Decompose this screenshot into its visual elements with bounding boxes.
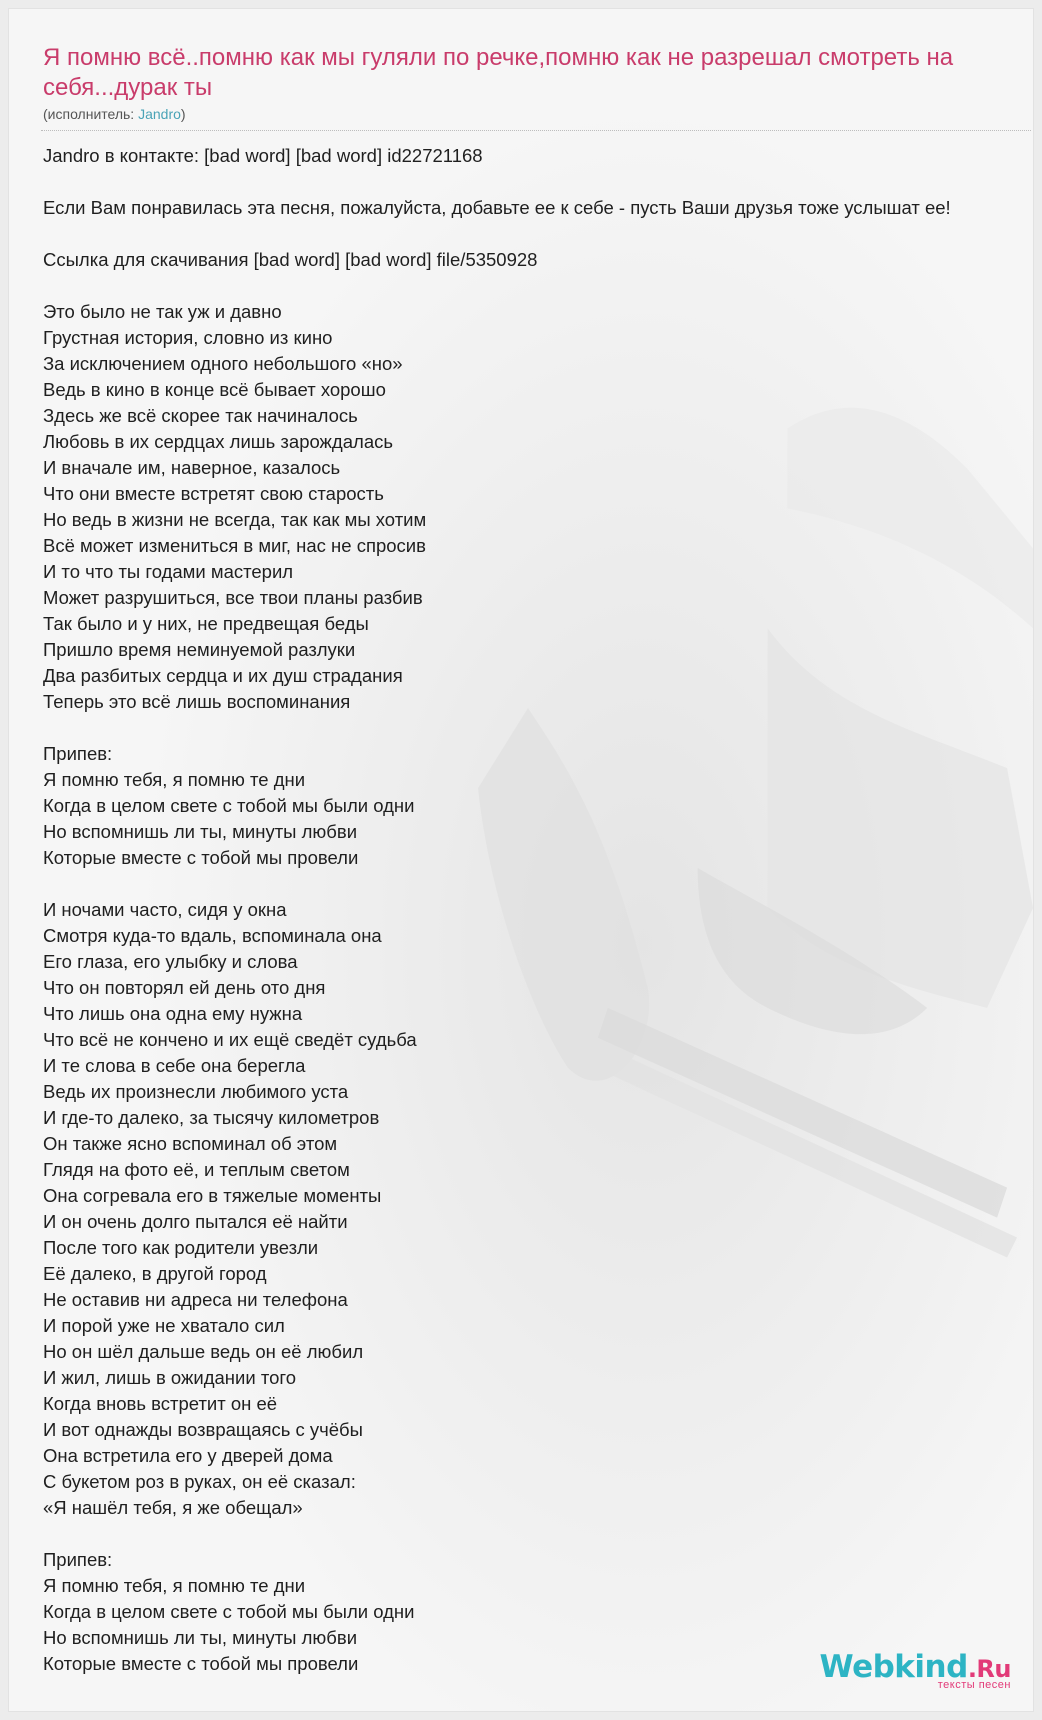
lyric-line: С букетом роз в руках, он её сказал: xyxy=(43,1471,356,1492)
lyric-line: Её далеко, в другой город xyxy=(43,1263,267,1284)
lyric-line: Что лишь она одна ему нужна xyxy=(43,1003,303,1024)
lyric-line: И жил, лишь в ожидании того xyxy=(43,1367,297,1388)
lyric-line: Но он шёл дальше ведь он её любил xyxy=(43,1341,364,1362)
lyric-line: И вот однажды возвращаясь с учёбы xyxy=(43,1419,363,1440)
lyric-line: И он очень долго пытался её найти xyxy=(43,1211,348,1232)
lyric-line: После того как родители увезли xyxy=(43,1237,319,1258)
stanza-break xyxy=(43,169,1033,195)
lyric-line: Если Вам понравилась эта песня, пожалуйста, добавьте ее к себе - пусть Ваши друзья тоже услышат ее! xyxy=(43,197,951,218)
lyric-line: Что он повторял ей день ото дня xyxy=(43,977,326,998)
stanza-break xyxy=(43,715,1033,741)
lyric-line: Припев: xyxy=(43,1549,113,1570)
lyric-line: Это было не так уж и давно xyxy=(43,301,282,322)
lyric-line: Так было и у них, не предвещая беды xyxy=(43,613,369,634)
lyric-line: Что они вместе встретят свою старость xyxy=(43,483,384,504)
stanza-break xyxy=(43,221,1033,247)
lyric-line: Всё может измениться в миг, нас не спросив xyxy=(43,535,426,556)
lyric-line: Два разбитых сердца и их душ страдания xyxy=(43,665,403,686)
lyric-line: И то что ты годами мастерил xyxy=(43,561,294,582)
webkind-logo[interactable] xyxy=(820,1649,1012,1691)
logo-main-text: Webkind xyxy=(819,1649,968,1685)
lyric-line: Смотря куда-то вдаль, вспоминала она xyxy=(43,925,382,946)
lyric-line: Любовь в их сердцах лишь зарождалась xyxy=(43,431,393,452)
performer-prefix: (исполнитель: xyxy=(43,106,139,122)
lyric-line: Ведь их произнесли любимого уста xyxy=(43,1081,349,1102)
lyric-line: Когда в целом свете с тобой мы были одни xyxy=(43,1601,415,1622)
lyric-line: «Я нашёл тебя, я же обещал» xyxy=(43,1497,303,1518)
performer-suffix: ) xyxy=(180,106,186,122)
lyric-line: Но вспомнишь ли ты, минуты любви xyxy=(43,821,358,842)
lyric-line: Которые вместе с тобой мы провели xyxy=(43,1653,359,1674)
lyric-line: Jandro в контакте: [bad word] [bad word] id22721168 xyxy=(43,145,483,166)
lyric-line: Теперь это всё лишь воспоминания xyxy=(43,691,351,712)
lyric-line: Я помню тебя, я помню те дни xyxy=(43,1575,306,1596)
lyric-line: И порой уже не хватало сил xyxy=(43,1315,285,1336)
lyric-line: Здесь же всё скорее так начиналось xyxy=(43,405,358,426)
stanza-break xyxy=(43,871,1033,897)
lyric-line: Но вспомнишь ли ты, минуты любви xyxy=(43,1627,358,1648)
lyric-line: Которые вместе с тобой мы провели xyxy=(43,847,359,868)
lyric-line: Не оставив ни адреса ни телефона xyxy=(43,1289,348,1310)
lyric-line: Он также ясно вспоминал об этом xyxy=(43,1133,338,1154)
lyric-line: Ведь в кино в конце всё бывает хорошо xyxy=(43,379,386,400)
song-title: Я помню всё..помню как мы гуляли по речке,помню как не разрешал смотреть на себя...дурак ты xyxy=(43,44,954,101)
stanza-break xyxy=(43,1521,1033,1547)
lyric-line: Ссылка для скачивания [bad word] [bad word] file/5350928 xyxy=(43,249,538,270)
page-card xyxy=(8,8,1034,1712)
lyric-line: И те слова в себе она берегла xyxy=(43,1055,306,1076)
lyric-line: Когда вновь встретит он её xyxy=(43,1393,278,1414)
song-content xyxy=(9,9,1033,1677)
lyric-line: И ночами часто, сидя у окна xyxy=(43,899,287,920)
lyric-line: За исключением одного небольшого «но» xyxy=(43,353,403,374)
lyric-line: Припев: xyxy=(43,743,113,764)
performer-link[interactable]: Jandro xyxy=(138,106,181,122)
lyric-line: Она согревала его в тяжелые моменты xyxy=(43,1185,382,1206)
lyric-line: И где-то далеко, за тысячу километров xyxy=(43,1107,380,1128)
logo-tld: .Ru xyxy=(967,1655,1011,1683)
lyric-line: Пришло время неминуемой разлуки xyxy=(43,639,356,660)
lyric-line: Но ведь в жизни не всегда, так как мы хотим xyxy=(43,509,427,530)
lyric-line: Его глаза, его улыбку и слова xyxy=(43,951,298,972)
lyric-line: Грустная история, словно из кино xyxy=(43,327,333,348)
lyric-line: Я помню тебя, я помню те дни xyxy=(43,769,306,790)
lyric-line: Когда в целом свете с тобой мы были одни xyxy=(43,795,415,816)
performer-line xyxy=(43,106,1033,122)
lyric-line: Может разрушиться, все твои планы разбив xyxy=(43,587,423,608)
lyric-line: Она встретила его у дверей дома xyxy=(43,1445,333,1466)
lyric-line: И вначале им, наверное, казалось xyxy=(43,457,341,478)
stanza-break xyxy=(43,273,1033,299)
lyric-line: Глядя на фото её, и теплым светом xyxy=(43,1159,350,1180)
lyric-line: Что всё не кончено и их ещё сведёт судьба xyxy=(43,1029,417,1050)
logo-tagline: тексты песен xyxy=(937,1679,1011,1691)
lyrics-body xyxy=(43,143,1033,1677)
title-divider xyxy=(41,130,1031,131)
